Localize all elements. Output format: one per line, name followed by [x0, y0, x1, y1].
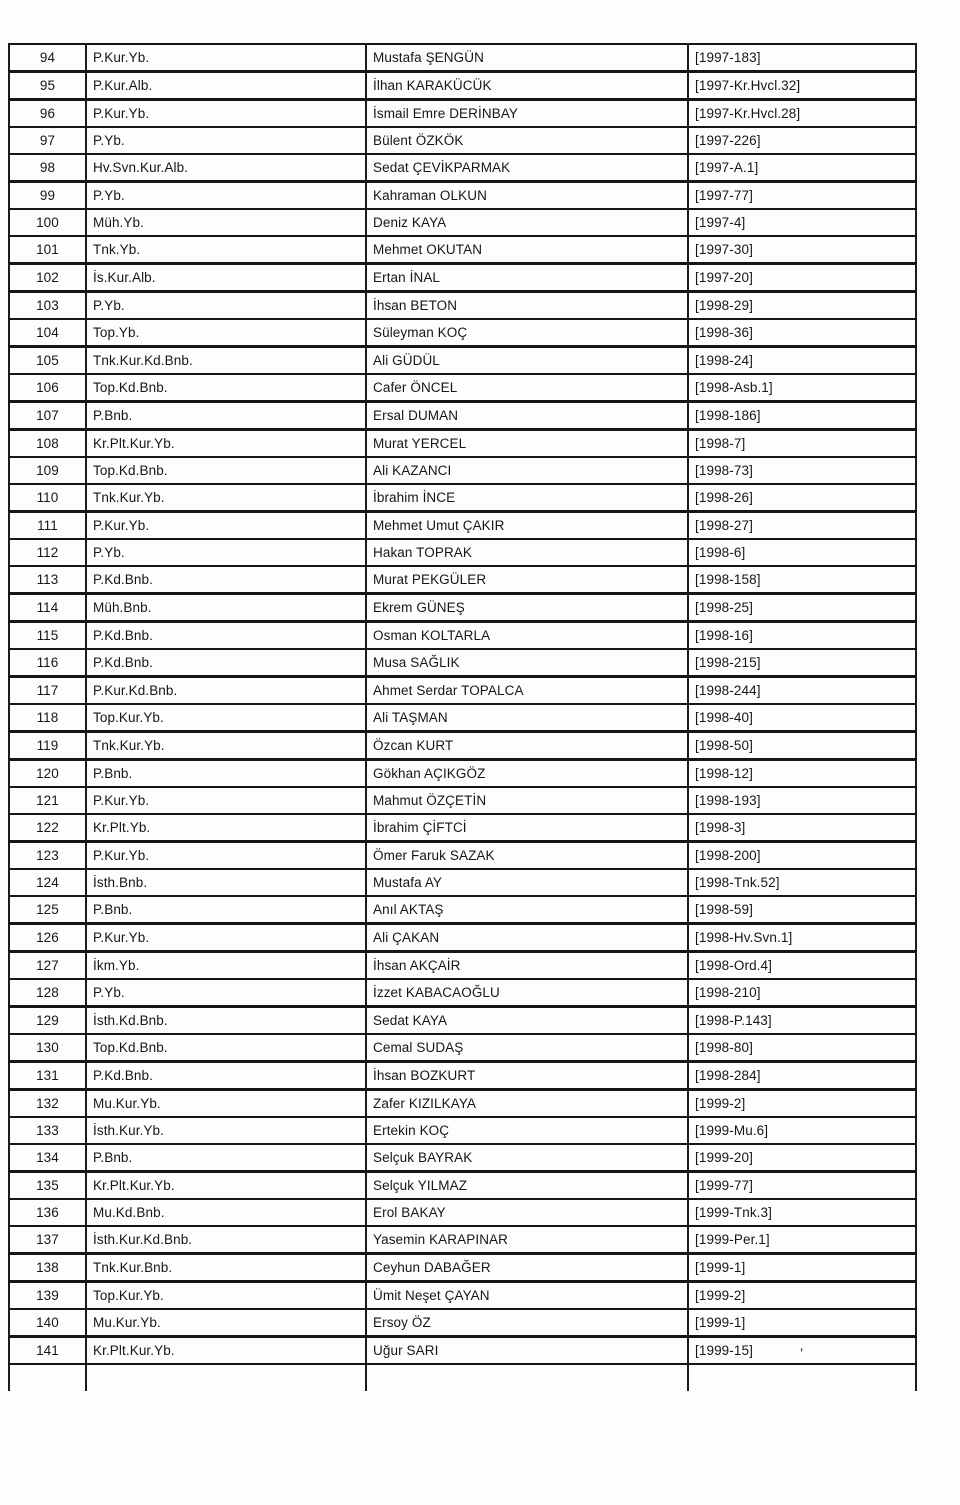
cell-name: Anıl AKTAŞ: [366, 896, 688, 924]
table-row: [9, 484, 916, 512]
cell-name: Cemal SUDAŞ: [366, 1034, 688, 1062]
cell-no: 115: [9, 622, 86, 650]
cell-name: İbrahim ÇİFTCİ: [366, 814, 688, 842]
cell-rank: P.Kd.Bnb.: [86, 622, 366, 650]
cell-name: İhsan AKÇAİR: [366, 952, 688, 980]
cell-name: Ertan İNAL: [366, 264, 688, 292]
cell-no: 111: [9, 512, 86, 540]
cell-rank: Tnk.Kur.Bnb.: [86, 1254, 366, 1282]
cell-name: Mustafa AY: [366, 869, 688, 896]
table-row: [9, 1226, 916, 1254]
cell-name: Ali KAZANCI: [366, 457, 688, 484]
cell-name: İhsan BOZKURT: [366, 1062, 688, 1090]
cell-code: [1998-186]: [688, 402, 916, 430]
cell-rank: P.Bnb.: [86, 1144, 366, 1172]
cell-code: [1997-Kr.Hvcl.28]: [688, 100, 916, 128]
personnel-table: [8, 43, 917, 1391]
cell-no: 138: [9, 1254, 86, 1282]
cell-rank: Mu.Kd.Bnb.: [86, 1199, 366, 1226]
cell-name: Sedat KAYA: [366, 1007, 688, 1035]
cell-rank: Top.Kur.Yb.: [86, 1282, 366, 1310]
cell-code: [1998-29]: [688, 292, 916, 320]
scan-artifact-mark: ’: [800, 1345, 804, 1361]
cell-rank: İsth.Kur.Kd.Bnb.: [86, 1226, 366, 1254]
cell-name: İbrahim İNCE: [366, 484, 688, 512]
cell-name: Gökhan AÇIKGÖZ: [366, 760, 688, 788]
cell-no: 140: [9, 1309, 86, 1337]
cell-no: 113: [9, 566, 86, 594]
cell-no: 98: [9, 154, 86, 182]
cell-no: 130: [9, 1034, 86, 1062]
cell-code: [1998-6]: [688, 539, 916, 566]
cell-code: [1997-30]: [688, 236, 916, 264]
cell-rank: P.Yb.: [86, 979, 366, 1007]
table-row: [9, 594, 916, 622]
table-row: [9, 1254, 916, 1282]
cell-name: Ali GÜDÜL: [366, 347, 688, 375]
cell-rank: Tnk.Kur.Yb.: [86, 732, 366, 760]
cell-no: 131: [9, 1062, 86, 1090]
cell-no: 139: [9, 1282, 86, 1310]
cell-code: [1998-26]: [688, 484, 916, 512]
table-row: [9, 814, 916, 842]
table-row: [9, 924, 916, 952]
table-row: [9, 512, 916, 540]
cell-name: Yasemin KARAPINAR: [366, 1226, 688, 1254]
table-row: [9, 457, 916, 484]
cell-no: 123: [9, 842, 86, 870]
table-row: [9, 979, 916, 1007]
cell-rank: Müh.Yb.: [86, 209, 366, 236]
cell-no: 126: [9, 924, 86, 952]
table-row: [9, 1007, 916, 1035]
table-row-partial: [9, 1364, 916, 1391]
table-body: [9, 44, 916, 1391]
cell-name: Murat PEKGÜLER: [366, 566, 688, 594]
cell-no: 95: [9, 72, 86, 100]
cell-code: [1998-16]: [688, 622, 916, 650]
cell-rank: Kr.Plt.Kur.Yb.: [86, 430, 366, 458]
table-row: [9, 1062, 916, 1090]
cell-code: [1997-A.1]: [688, 154, 916, 182]
table-row: [9, 402, 916, 430]
table-row: [9, 292, 916, 320]
cell-no: 129: [9, 1007, 86, 1035]
table-row: [9, 566, 916, 594]
cell-no: 135: [9, 1172, 86, 1200]
cell-no: 132: [9, 1090, 86, 1118]
cell-name: Özcan KURT: [366, 732, 688, 760]
cell-rank: P.Kur.Yb.: [86, 100, 366, 128]
cell-code: [1997-Kr.Hvcl.32]: [688, 72, 916, 100]
cell-name: Selçuk BAYRAK: [366, 1144, 688, 1172]
table-row: [9, 732, 916, 760]
cell-code: [1998-36]: [688, 319, 916, 347]
cell-name: Erol BAKAY: [366, 1199, 688, 1226]
cell-rank: P.Kur.Yb.: [86, 44, 366, 72]
cell-code: [1998-40]: [688, 704, 916, 732]
cell-name: Mustafa ŞENGÜN: [366, 44, 688, 72]
cell-no: 106: [9, 374, 86, 402]
cell-code: [1998-12]: [688, 760, 916, 788]
table-row: [9, 1309, 916, 1337]
cell-rank: P.Kur.Yb.: [86, 512, 366, 540]
table-row: [9, 154, 916, 182]
cell-code: [1998-193]: [688, 787, 916, 814]
cell-rank: P.Kur.Yb.: [86, 787, 366, 814]
cell-no: 101: [9, 236, 86, 264]
table-row: [9, 1144, 916, 1172]
cell-name: Ekrem GÜNEŞ: [366, 594, 688, 622]
cell-name: Mehmet OKUTAN: [366, 236, 688, 264]
cell-code: [1998-Tnk.52]: [688, 869, 916, 896]
cell-name: Cafer ÖNCEL: [366, 374, 688, 402]
cell-code: [1999-15]: [688, 1337, 916, 1365]
table-row: [9, 952, 916, 980]
table-row: [9, 1172, 916, 1200]
cell-name: Ceyhun DABAĞER: [366, 1254, 688, 1282]
cell-no: 128: [9, 979, 86, 1007]
cell-no: 110: [9, 484, 86, 512]
cell-rank: P.Kur.Yb.: [86, 842, 366, 870]
cell-no: 96: [9, 100, 86, 128]
table-row: [9, 44, 916, 72]
table-row: [9, 539, 916, 566]
cell-no: 116: [9, 649, 86, 677]
cell-no: 94: [9, 44, 86, 72]
cell-rank: P.Kd.Bnb.: [86, 566, 366, 594]
table-row: [9, 869, 916, 896]
cell-rank: Kr.Plt.Kur.Yb.: [86, 1337, 366, 1365]
cell-code: [1998-27]: [688, 512, 916, 540]
cell-name: İlhan KARAKÜCÜK: [366, 72, 688, 100]
cell-code: [1998-80]: [688, 1034, 916, 1062]
cell-name: Hakan TOPRAK: [366, 539, 688, 566]
table-row: [9, 1199, 916, 1226]
cell-no: 141: [9, 1337, 86, 1365]
cell-no: 122: [9, 814, 86, 842]
cell-name: Selçuk YILMAZ: [366, 1172, 688, 1200]
table-row: [9, 127, 916, 154]
cell-code: [1999-Per.1]: [688, 1226, 916, 1254]
table-row: [9, 182, 916, 210]
table-row: [9, 347, 916, 375]
table-row: [9, 622, 916, 650]
cell-rank: Tnk.Yb.: [86, 236, 366, 264]
cell-name: Deniz KAYA: [366, 209, 688, 236]
cell-rank: Mu.Kur.Yb.: [86, 1309, 366, 1337]
cell-name: Ersal DUMAN: [366, 402, 688, 430]
table-row: [9, 319, 916, 347]
cell-rank: Tnk.Kur.Kd.Bnb.: [86, 347, 366, 375]
cell-code: [1998-24]: [688, 347, 916, 375]
cell-rank: Müh.Bnb.: [86, 594, 366, 622]
cell-name: Ali ÇAKAN: [366, 924, 688, 952]
cell-name: Ümit Neşet ÇAYAN: [366, 1282, 688, 1310]
cell-name: Musa SAĞLIK: [366, 649, 688, 677]
cell-code: [1999-2]: [688, 1090, 916, 1118]
cell-code: [1998-Hv.Svn.1]: [688, 924, 916, 952]
cell-code: [1997-226]: [688, 127, 916, 154]
cell-rank: Tnk.Kur.Yb.: [86, 484, 366, 512]
cell-no: 133: [9, 1117, 86, 1144]
cell-rank: Top.Yb.: [86, 319, 366, 347]
cell-no: 107: [9, 402, 86, 430]
cell-rank: Kr.Plt.Yb.: [86, 814, 366, 842]
cell-name: Bülent ÖZKÖK: [366, 127, 688, 154]
cell-code: [1999-1]: [688, 1309, 916, 1337]
cell-code: [1997-183]: [688, 44, 916, 72]
cell-no: 134: [9, 1144, 86, 1172]
cell-no: [9, 1364, 86, 1391]
cell-no: 109: [9, 457, 86, 484]
cell-no: 97: [9, 127, 86, 154]
table-row: [9, 264, 916, 292]
cell-name: Sedat ÇEVİKPARMAK: [366, 154, 688, 182]
cell-no: 103: [9, 292, 86, 320]
cell-code: [1999-Mu.6]: [688, 1117, 916, 1144]
cell-name: Zafer KIZILKAYA: [366, 1090, 688, 1118]
table-row: [9, 72, 916, 100]
cell-rank: İs.Kur.Alb.: [86, 264, 366, 292]
cell-no: 127: [9, 952, 86, 980]
cell-no: 119: [9, 732, 86, 760]
cell-rank: [86, 1364, 366, 1391]
cell-rank: İsth.Kur.Yb.: [86, 1117, 366, 1144]
cell-rank: Top.Kd.Bnb.: [86, 1034, 366, 1062]
cell-no: 105: [9, 347, 86, 375]
cell-rank: P.Kur.Alb.: [86, 72, 366, 100]
cell-code: [1998-59]: [688, 896, 916, 924]
cell-rank: P.Bnb.: [86, 896, 366, 924]
cell-name: Süleyman KOÇ: [366, 319, 688, 347]
cell-code: [1997-77]: [688, 182, 916, 210]
cell-name: Ertekin KOÇ: [366, 1117, 688, 1144]
cell-no: 100: [9, 209, 86, 236]
cell-code: [1998-Asb.1]: [688, 374, 916, 402]
cell-rank: Top.Kur.Yb.: [86, 704, 366, 732]
table-row: [9, 677, 916, 705]
cell-rank: Kr.Plt.Kur.Yb.: [86, 1172, 366, 1200]
cell-rank: P.Yb.: [86, 127, 366, 154]
cell-rank: P.Bnb.: [86, 760, 366, 788]
cell-rank: P.Kur.Yb.: [86, 924, 366, 952]
cell-code: [1998-244]: [688, 677, 916, 705]
cell-code: [1998-158]: [688, 566, 916, 594]
table-row: [9, 787, 916, 814]
cell-name: Ersoy ÖZ: [366, 1309, 688, 1337]
cell-rank: P.Kur.Kd.Bnb.: [86, 677, 366, 705]
cell-rank: Top.Kd.Bnb.: [86, 374, 366, 402]
cell-code: [1998-200]: [688, 842, 916, 870]
table-row: [9, 704, 916, 732]
cell-name: İhsan BETON: [366, 292, 688, 320]
table-row: [9, 896, 916, 924]
cell-code: [1997-20]: [688, 264, 916, 292]
cell-no: 120: [9, 760, 86, 788]
cell-name: İsmail Emre DERİNBAY: [366, 100, 688, 128]
table-row: [9, 649, 916, 677]
cell-code: [1999-20]: [688, 1144, 916, 1172]
table-row: [9, 1282, 916, 1310]
cell-name: Kahraman OLKUN: [366, 182, 688, 210]
cell-no: 124: [9, 869, 86, 896]
cell-code: [1998-284]: [688, 1062, 916, 1090]
cell-name: Mehmet Umut ÇAKIR: [366, 512, 688, 540]
cell-no: 102: [9, 264, 86, 292]
cell-name: Ahmet Serdar TOPALCA: [366, 677, 688, 705]
cell-no: 99: [9, 182, 86, 210]
table-row: [9, 236, 916, 264]
cell-rank: İsth.Bnb.: [86, 869, 366, 896]
cell-code: [1999-77]: [688, 1172, 916, 1200]
cell-name: Mahmut ÖZÇETİN: [366, 787, 688, 814]
cell-code: [1998-50]: [688, 732, 916, 760]
cell-rank: Hv.Svn.Kur.Alb.: [86, 154, 366, 182]
cell-code: [1998-P.143]: [688, 1007, 916, 1035]
cell-name: Murat YERCEL: [366, 430, 688, 458]
cell-no: 108: [9, 430, 86, 458]
table-row: [9, 1117, 916, 1144]
cell-rank: İsth.Kd.Bnb.: [86, 1007, 366, 1035]
cell-name: Ali TAŞMAN: [366, 704, 688, 732]
cell-no: 118: [9, 704, 86, 732]
cell-code: [1999-1]: [688, 1254, 916, 1282]
cell-no: 136: [9, 1199, 86, 1226]
table-row: [9, 209, 916, 236]
cell-no: 112: [9, 539, 86, 566]
cell-rank: İkm.Yb.: [86, 952, 366, 980]
cell-no: 125: [9, 896, 86, 924]
cell-code: [1998-3]: [688, 814, 916, 842]
cell-rank: P.Yb.: [86, 182, 366, 210]
cell-code: [1998-25]: [688, 594, 916, 622]
cell-no: 104: [9, 319, 86, 347]
cell-code: [1998-210]: [688, 979, 916, 1007]
cell-code: [1998-73]: [688, 457, 916, 484]
cell-no: 114: [9, 594, 86, 622]
table-row: [9, 1090, 916, 1118]
cell-name: Ömer Faruk SAZAK: [366, 842, 688, 870]
cell-rank: P.Bnb.: [86, 402, 366, 430]
table-row: [9, 100, 916, 128]
cell-code: [1998-Ord.4]: [688, 952, 916, 980]
cell-rank: Mu.Kur.Yb.: [86, 1090, 366, 1118]
table-row: [9, 374, 916, 402]
table-row: [9, 1034, 916, 1062]
cell-rank: P.Yb.: [86, 539, 366, 566]
cell-code: [1997-4]: [688, 209, 916, 236]
cell-rank: P.Kd.Bnb.: [86, 1062, 366, 1090]
cell-rank: Top.Kd.Bnb.: [86, 457, 366, 484]
cell-no: 117: [9, 677, 86, 705]
cell-name: İzzet KABACAOĞLU: [366, 979, 688, 1007]
cell-rank: P.Yb.: [86, 292, 366, 320]
table-row: [9, 760, 916, 788]
cell-name: Uğur SARI: [366, 1337, 688, 1365]
cell-no: 121: [9, 787, 86, 814]
cell-no: 137: [9, 1226, 86, 1254]
table-row: [9, 842, 916, 870]
cell-code: [1999-Tnk.3]: [688, 1199, 916, 1226]
cell-code: [1998-215]: [688, 649, 916, 677]
cell-code: [1998-7]: [688, 430, 916, 458]
table-row: [9, 1337, 916, 1365]
table-row: [9, 430, 916, 458]
cell-name: Osman KOLTARLA: [366, 622, 688, 650]
cell-code: [688, 1364, 916, 1391]
cell-code: [1999-2]: [688, 1282, 916, 1310]
cell-rank: P.Kd.Bnb.: [86, 649, 366, 677]
cell-name: [366, 1364, 688, 1391]
